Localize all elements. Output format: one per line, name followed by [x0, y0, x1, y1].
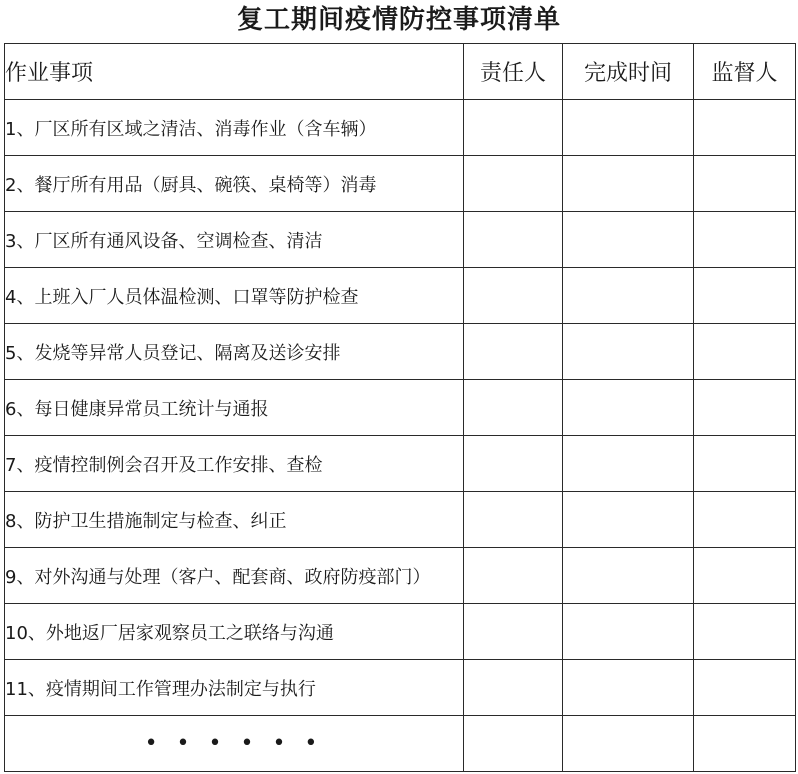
completion-time-cell — [563, 716, 694, 772]
completion-time-cell — [563, 436, 694, 492]
header-task: 作业事项 — [5, 44, 464, 100]
task-cell: 11、疫情期间工作管理办法制定与执行 — [5, 660, 464, 716]
owner-cell — [464, 716, 563, 772]
owner-cell — [464, 436, 563, 492]
owner-cell — [464, 212, 563, 268]
task-cell: 9、对外沟通与处理（客户、配套商、政府防疫部门） — [5, 548, 464, 604]
owner-cell — [464, 548, 563, 604]
completion-time-cell — [563, 660, 694, 716]
header-supervisor: 监督人 — [694, 44, 796, 100]
supervisor-cell — [694, 268, 796, 324]
table-row — [5, 324, 796, 380]
supervisor-cell — [694, 324, 796, 380]
owner-cell — [464, 380, 563, 436]
table-row — [5, 492, 796, 548]
completion-time-cell — [563, 604, 694, 660]
supervisor-cell — [694, 156, 796, 212]
supervisor-cell — [694, 380, 796, 436]
table-row-ellipsis — [5, 716, 796, 772]
owner-cell — [464, 660, 563, 716]
table-row — [5, 660, 796, 716]
owner-cell — [464, 100, 563, 156]
supervisor-cell — [694, 100, 796, 156]
completion-time-cell — [563, 324, 694, 380]
table-row — [5, 268, 796, 324]
supervisor-cell — [694, 436, 796, 492]
completion-time-cell — [563, 492, 694, 548]
supervisor-cell — [694, 548, 796, 604]
completion-time-cell — [563, 156, 694, 212]
owner-cell — [464, 604, 563, 660]
table-row — [5, 380, 796, 436]
supervisor-cell — [694, 492, 796, 548]
completion-time-cell — [563, 380, 694, 436]
owner-cell — [464, 156, 563, 212]
task-cell: 7、疫情控制例会召开及工作安排、查检 — [5, 436, 464, 492]
owner-cell — [464, 492, 563, 548]
task-cell: 5、发烧等异常人员登记、隔离及送诊安排 — [5, 324, 464, 380]
completion-time-cell — [563, 212, 694, 268]
supervisor-cell — [694, 716, 796, 772]
owner-cell — [464, 324, 563, 380]
document-title: 复工期间疫情防控事项清单 — [236, 5, 561, 35]
table-row — [5, 212, 796, 268]
table-row — [5, 604, 796, 660]
table-row — [5, 436, 796, 492]
header-completion-time: 完成时间 — [563, 44, 694, 100]
task-cell: 10、外地返厂居家观察员工之联络与沟通 — [5, 604, 464, 660]
task-cell: 2、餐厅所有用品（厨具、碗筷、桌椅等）消毒 — [5, 156, 464, 212]
completion-time-cell — [563, 548, 694, 604]
header-owner: 责任人 — [464, 44, 563, 100]
table-row — [5, 548, 796, 604]
task-cell: 4、上班入厂人员体温检测、口罩等防护检查 — [5, 268, 464, 324]
completion-time-cell — [563, 268, 694, 324]
ellipsis-cell: • • • • • • — [5, 716, 464, 772]
task-cell: 3、厂区所有通风设备、空调检查、清洁 — [5, 212, 464, 268]
table-row — [5, 100, 796, 156]
task-cell: 8、防护卫生措施制定与检查、纠正 — [5, 492, 464, 548]
completion-time-cell — [563, 100, 694, 156]
supervisor-cell — [694, 604, 796, 660]
task-cell: 6、每日健康异常员工统计与通报 — [5, 380, 464, 436]
table-row — [5, 156, 796, 212]
owner-cell — [464, 268, 563, 324]
checklist-table — [4, 43, 796, 772]
supervisor-cell — [694, 660, 796, 716]
table-header-row — [5, 44, 796, 100]
supervisor-cell — [694, 212, 796, 268]
task-cell: 1、厂区所有区域之清洁、消毒作业（含车辆） — [5, 100, 464, 156]
